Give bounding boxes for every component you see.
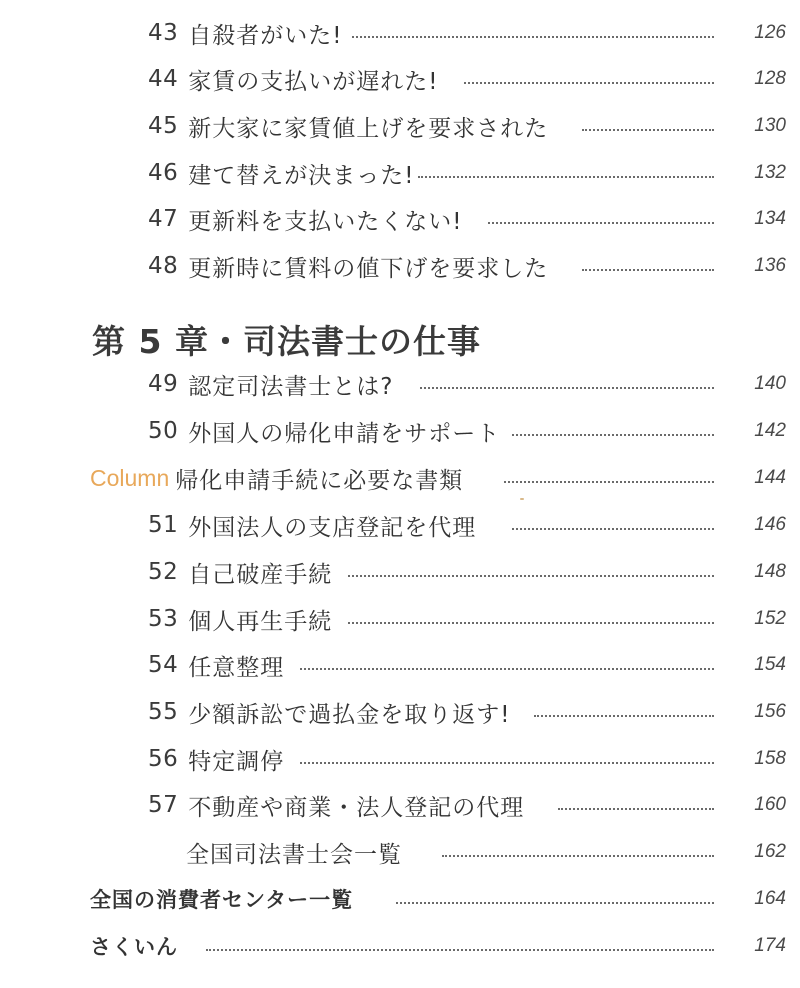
dot-leader	[348, 575, 714, 577]
entry-number: 49	[148, 371, 179, 397]
entry-number: 56	[148, 746, 179, 772]
entry-number: 46	[148, 160, 179, 186]
entry-number: 54	[148, 652, 179, 678]
entry-number: 43	[148, 20, 179, 46]
toc-entry-46[interactable]	[148, 156, 786, 190]
page-number: 132	[754, 162, 786, 183]
entry-title: 特定調停	[188, 748, 285, 775]
page-number: 134	[754, 208, 786, 229]
dot-leader	[300, 668, 714, 670]
entry-number: 47	[148, 206, 179, 232]
toc-entry-consumer-centers[interactable]	[90, 882, 786, 916]
dot-leader	[534, 715, 714, 717]
page-number: 126	[754, 22, 786, 43]
toc-entry-50[interactable]	[148, 414, 786, 448]
toc-entry-55[interactable]	[148, 695, 786, 729]
entry-title: 個人再生手続	[188, 608, 333, 635]
entry-number: 48	[148, 253, 179, 279]
page-number: 142	[754, 420, 786, 441]
entry-title: 認定司法書士とは?	[188, 373, 394, 400]
entry-title: 不動産や商業・法人登記の代理	[188, 794, 525, 821]
entry-number: 57	[148, 792, 179, 818]
entry-title: 外国人の帰化申請をサポート	[188, 420, 501, 447]
entry-number: 44	[148, 66, 179, 92]
toc-entry-48[interactable]	[148, 249, 786, 283]
toc-entry-44[interactable]	[148, 62, 786, 96]
page-number: 152	[754, 608, 786, 629]
entry-title: 自殺者がいた!	[188, 22, 343, 49]
dot-leader	[582, 269, 714, 271]
entry-title: 任意整理	[188, 654, 285, 681]
entry-number: 45	[148, 113, 179, 139]
page-number: 162	[754, 841, 786, 862]
page-number: 154	[754, 654, 786, 675]
toc-entry-51[interactable]	[148, 508, 786, 542]
entry-number: 52	[148, 559, 179, 585]
dot-leader	[488, 222, 714, 224]
entry-title: 更新時に賃料の値下げを要求した	[188, 255, 549, 282]
toc-entry-53[interactable]	[148, 602, 786, 636]
dot-leader	[300, 762, 714, 764]
entry-number: 53	[148, 606, 179, 632]
dot-leader	[420, 387, 714, 389]
dot-leader	[512, 434, 714, 436]
entry-title: 新大家に家賃値上げを要求された	[188, 115, 549, 142]
page-number: 160	[754, 794, 786, 815]
entry-title: 少額訴訟で過払金を取り返す!	[188, 701, 511, 728]
dot-leader	[464, 82, 714, 84]
dot-leader	[396, 902, 714, 904]
toc-entry-57[interactable]	[148, 788, 786, 822]
chapter-heading: 第 5 章・司法書士の仕事	[92, 322, 481, 361]
page-number: 156	[754, 701, 786, 722]
dot-leader	[352, 36, 714, 38]
toc-entry-column[interactable]	[90, 461, 786, 495]
page-number: 158	[754, 748, 786, 769]
toc-entry-54[interactable]	[148, 648, 786, 682]
toc-entry-43[interactable]	[148, 16, 786, 50]
toc-entry-47[interactable]	[148, 202, 786, 236]
entry-title: 全国の消費者センター一覧	[90, 888, 354, 912]
entry-title: 家賃の支払いが遅れた!	[188, 68, 439, 95]
entry-number: 55	[148, 699, 179, 725]
entry-title: さくいん	[90, 935, 178, 959]
page-number: 144	[754, 467, 786, 488]
entry-title: 自己破産手続	[188, 561, 333, 588]
dot-leader	[348, 622, 714, 624]
dot-leader	[582, 129, 714, 131]
dot-leader	[442, 855, 714, 857]
toc-entry-45[interactable]	[148, 109, 786, 143]
entry-number: 51	[148, 512, 179, 538]
page-number: 164	[754, 888, 786, 909]
toc-entry-index[interactable]	[90, 929, 786, 963]
page-number: 128	[754, 68, 786, 89]
dot-leader	[504, 481, 714, 483]
entry-title: 更新料を支払いたくない!	[188, 208, 463, 235]
page-number: 130	[754, 115, 786, 136]
entry-title: 建て替えが決まった!	[188, 162, 415, 189]
page-number: 148	[754, 561, 786, 582]
entry-title: 帰化申請手続に必要な書類	[175, 467, 464, 494]
entry-number: 50	[148, 418, 179, 444]
toc-entry-49[interactable]	[148, 367, 786, 401]
page-number: 174	[754, 935, 786, 956]
page-number: 140	[754, 373, 786, 394]
dot-leader	[558, 808, 714, 810]
page-number: 136	[754, 255, 786, 276]
column-label: Column	[90, 464, 170, 491]
dot-leader	[418, 176, 714, 178]
entry-title: 全国司法書士会一覧	[186, 841, 402, 868]
dot-leader	[512, 528, 714, 530]
dot-leader	[206, 949, 714, 951]
toc-entry-52[interactable]	[148, 555, 786, 589]
scan-speck	[520, 498, 524, 500]
toc-entry-shihoshoshikai-list[interactable]	[186, 835, 786, 869]
page-number: 146	[754, 514, 786, 535]
toc-entry-56[interactable]	[148, 742, 786, 776]
entry-title: 外国法人の支店登記を代理	[188, 514, 477, 541]
